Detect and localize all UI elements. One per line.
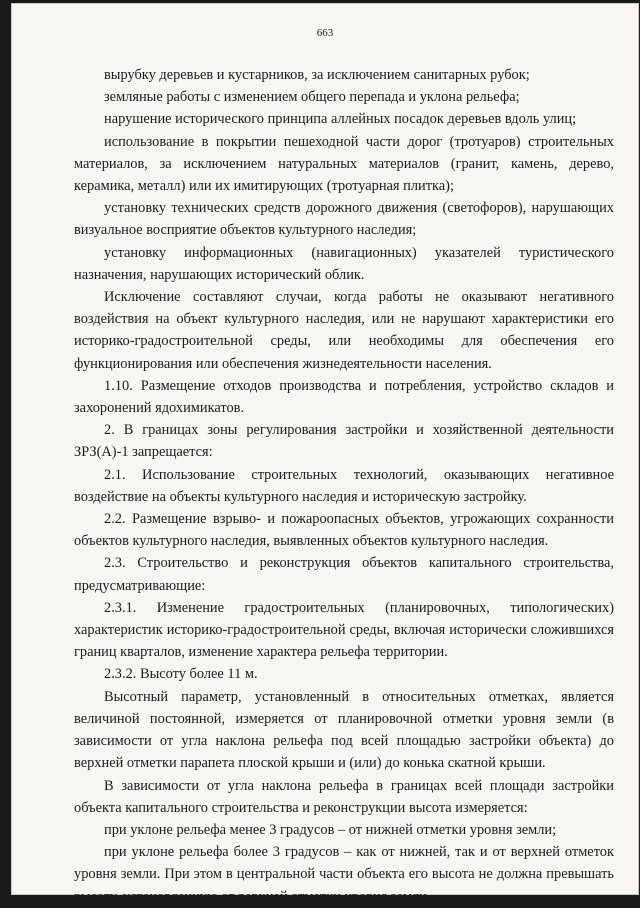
paragraph: 2.3.2. Высоту более 11 м. bbox=[104, 666, 258, 683]
paragraph: 2. В границах зоны регулирования застройки и хозяйственной деятельности ЗРЗ(А)-1 запрещается: bbox=[74, 422, 614, 461]
paragraph: при уклоне рельефа менее 3 градусов – от нижней отметки уровня земли; bbox=[104, 821, 557, 838]
paragraph: при уклоне рельефа более 3 градусов – как от нижней, так и от верхней отметок уровня земли. При этом в центральной части объекта его высота не должна превышать высоту, установленную от верхней отметки уровня земли. bbox=[74, 844, 614, 905]
document-body bbox=[74, 64, 614, 908]
paragraph: Исключение составляют случаи, когда работы не оказывают негативного воздействия на объект культурного наследия, или не нарушают характеристики его историко-градостроительной среды, или необходимы для обеспечения его функционирования или обеспечения жизнедеятельности населения. bbox=[74, 289, 614, 372]
paragraph: 2.3.1. Изменение градостроительных (планировочных, типологических) характеристик историко-градостроительной среды, включая исторически сложившихся границ кварталов, изменение характера рельефа территории. bbox=[74, 599, 614, 661]
document-page bbox=[12, 4, 638, 905]
paragraph: установку технических средств дорожного движения (светофоров), нарушающих визуальное восприятие объектов культурного наследия; bbox=[74, 200, 614, 239]
paragraph: Высотный параметр, установленный в относительных отметках, является величиной постоянной, измеряется от планировочной отметки уровня земли (в зависимости от угла наклона рельефа под всей площадью застройки объекта) до верхней отметки парапета плоской крыши и (или) до конька скатной крыши. bbox=[74, 688, 614, 772]
paragraph: 1.10. Размещение отходов производства и потребления, устройство складов и захоронений ядохимикатов. bbox=[74, 377, 614, 417]
paragraph: использование в покрытии пешеходной части дорог (тротуаров) строительных материалов, за исключением натуральных материалов (гранит, камень, дерево, керамика, металл) или их имитирующих (тротуарная плитка); bbox=[74, 133, 614, 195]
paragraph: нарушение исторического принципа аллейных посадок деревьев вдоль улиц; bbox=[104, 111, 577, 128]
paragraph: В зависимости от угла наклона рельефа в границах всей площади застройки объекта капитального строительства и реконструкции высота измеряется: bbox=[74, 777, 614, 816]
page-number: 663 bbox=[316, 27, 334, 39]
paragraph: установку информационных (навигационных) указателей туристического назначения, нарушающих исторический облик. bbox=[74, 244, 614, 283]
paragraph: 2.2. Размещение взрыво- и пожароопасных объектов, угрожающих сохранности объектов культурного наследия, выявленных объектов культурного наследия. bbox=[74, 511, 614, 550]
paragraph: 2.1. Использование строительных технологий, оказывающих негативное воздействие на объекты культурного наследия и историческую застройку. bbox=[74, 466, 614, 505]
paragraph: вырубку деревьев и кустарников, за исключением санитарных рубок; bbox=[104, 67, 530, 83]
paragraph: земляные работы с изменением общего перепада и уклона рельефа; bbox=[104, 89, 520, 106]
paragraph: 2.3. Строительство и реконструкция объектов капитального строительства, предусматривающие: bbox=[74, 555, 614, 594]
